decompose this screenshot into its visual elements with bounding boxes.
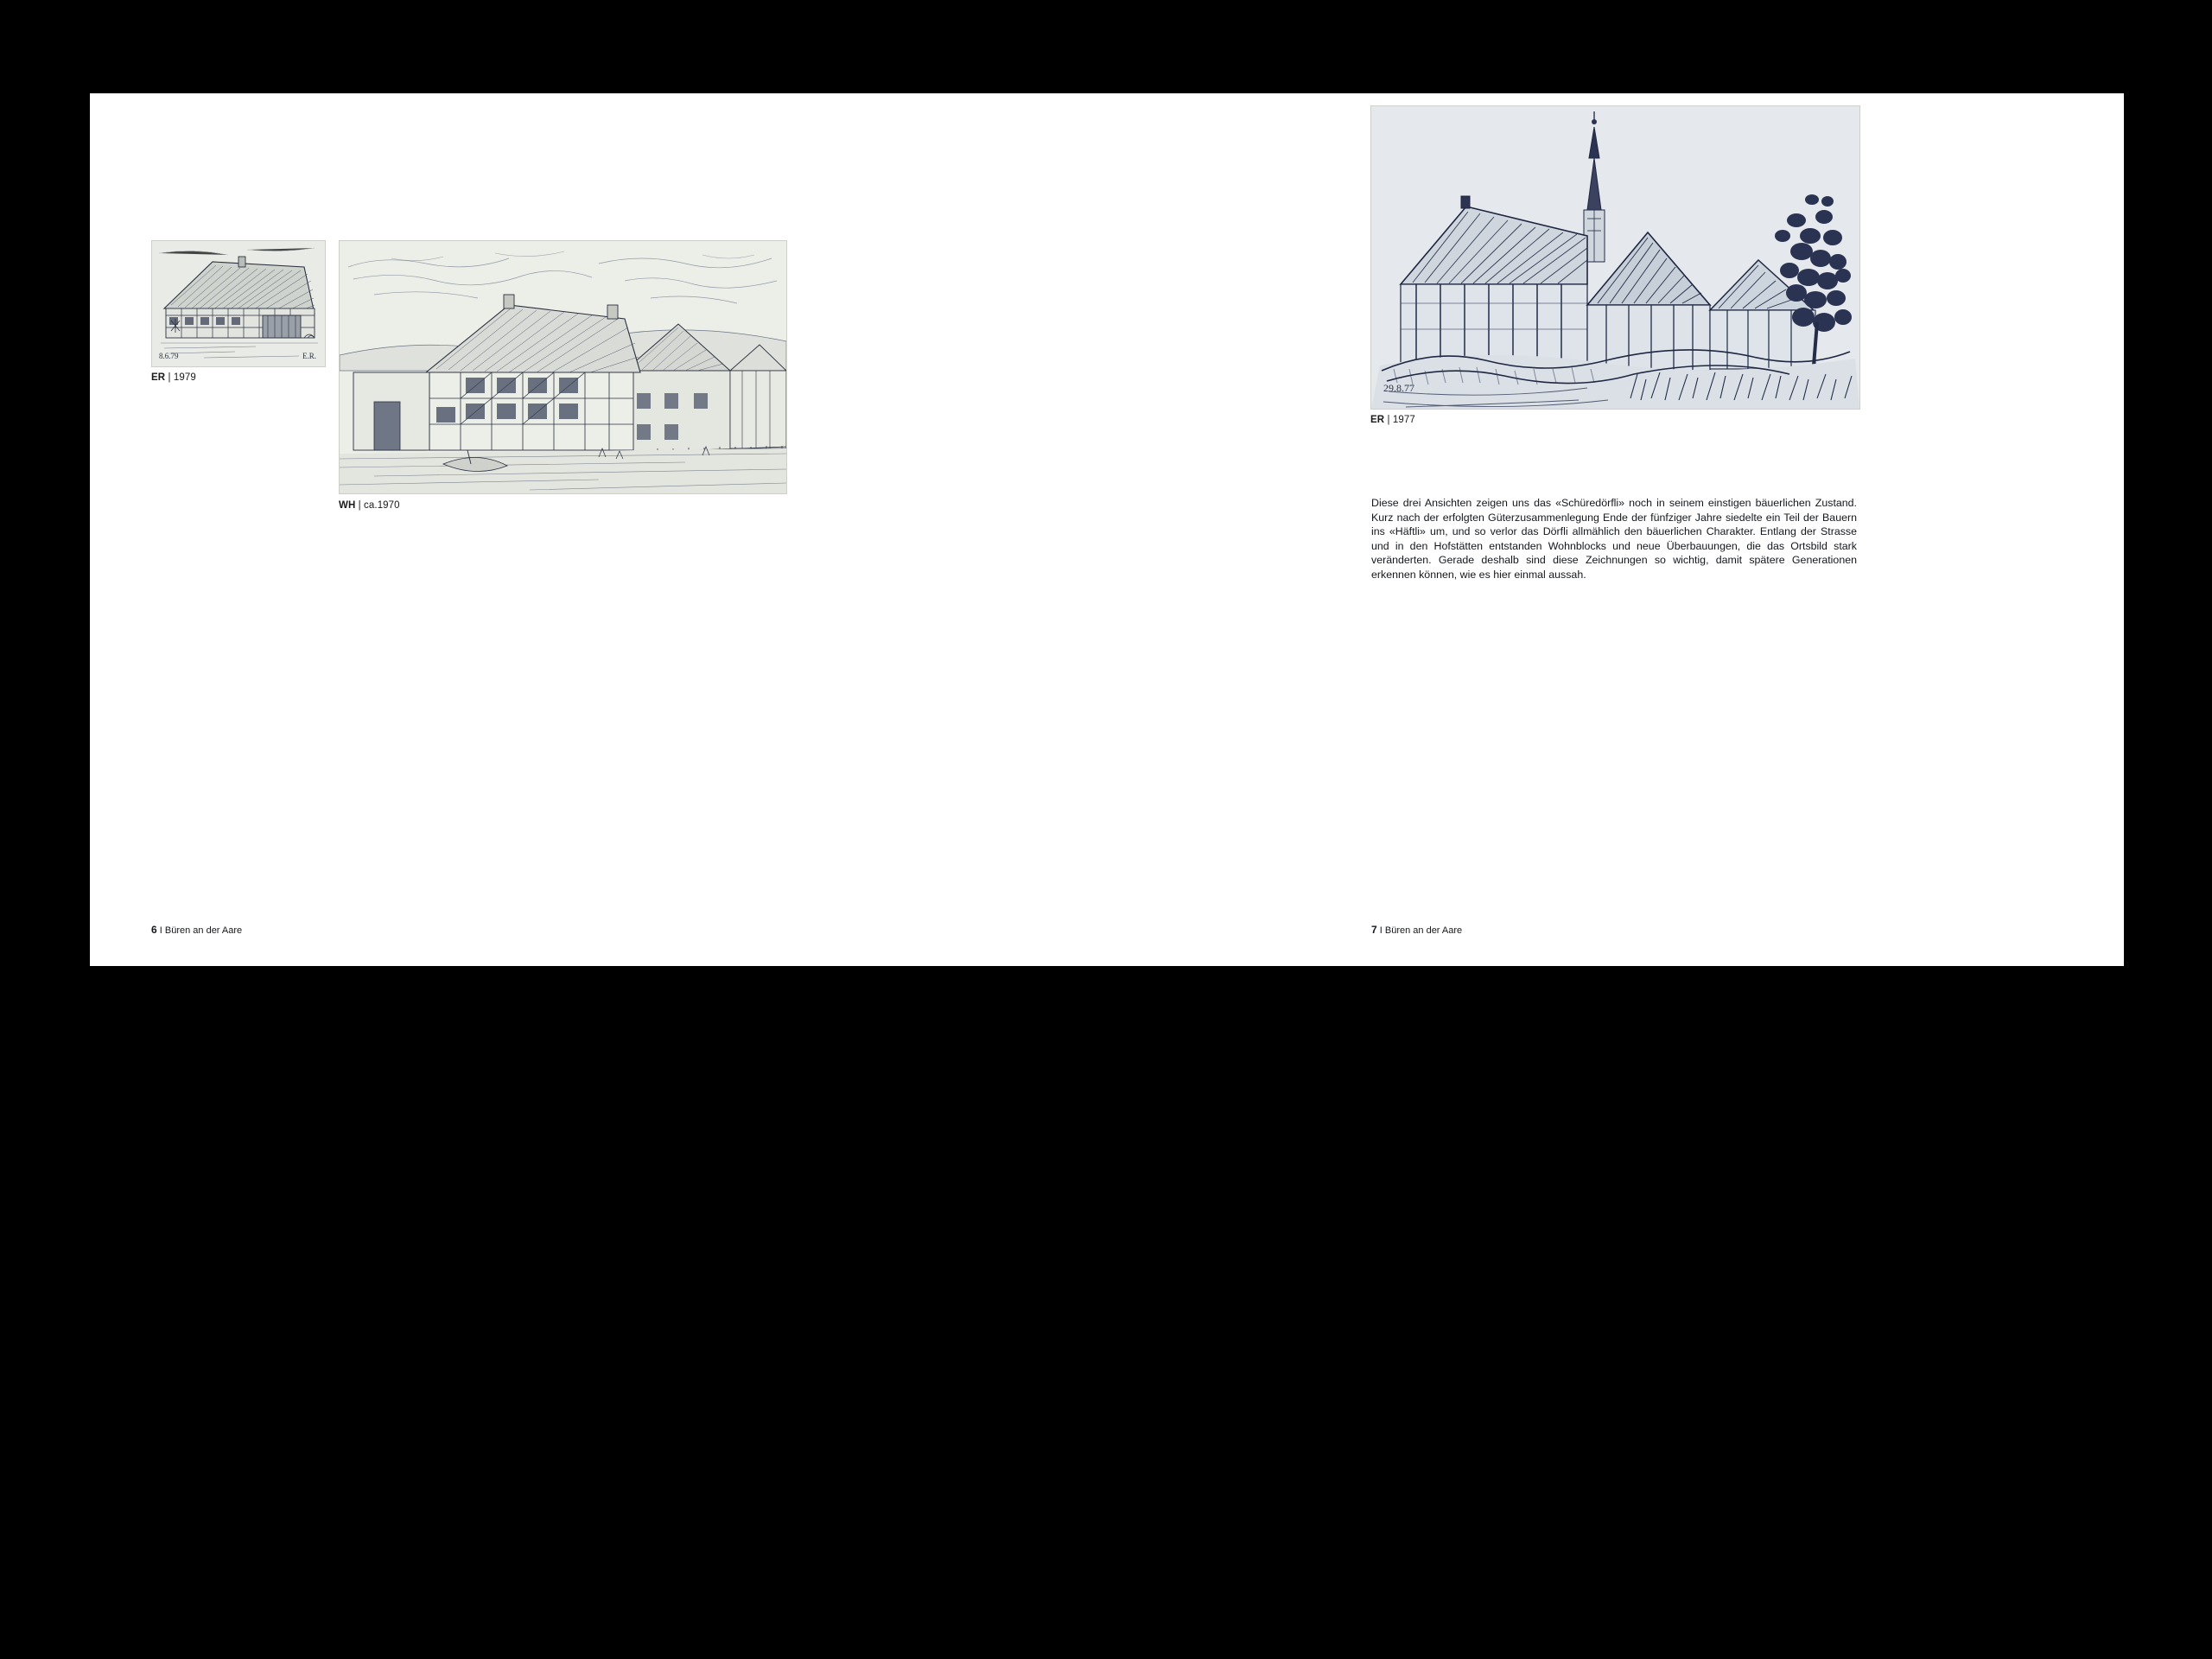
sketch-farmyard-wide: [339, 240, 787, 494]
folio-number: 7: [1371, 924, 1377, 936]
page-left: [90, 93, 1107, 966]
plate-date: 1979: [173, 372, 196, 383]
caption-separator: |: [168, 372, 171, 383]
folio-right: [1371, 924, 1462, 936]
plate-credit: WH: [339, 500, 356, 511]
folio-separator: I: [1379, 925, 1382, 936]
plate-caption-2: [339, 500, 400, 511]
folio-title: Büren an der Aare: [1384, 925, 1463, 936]
ink-initial-mark: E.R.: [302, 352, 316, 360]
folio-left: [151, 924, 242, 936]
caption-separator: |: [1387, 415, 1390, 425]
ink-date-mark: 8.6.79: [159, 352, 179, 360]
body-paragraph: Diese drei Ansichten zeigen uns das «Schüredörfli» noch in seinem einstigen bäuerlichen Zustand. Kurz nach der erfolgten Güterzusammenlegung Ende der fünfziger Jahre siedelte ein Teil der Bauern ins «Häftli» um, und so verlor das Dörfli allmählich den bäuerlichen Charakter. Entlang der Strasse und in den Hofstätten entstanden Wohnblocks und neue Überbauungen, die das Ortsbild stark veränderten. Gerade deshalb sind diese Zeichnungen so wichtig, damit spätere Generationen erkennen können, wie es hier einmal aussah.: [1371, 497, 1857, 581]
plate-caption-3: [1370, 415, 1415, 425]
page-spread: [90, 93, 2124, 966]
caption-separator: |: [358, 500, 361, 511]
sketch-farmhouse-small: [151, 240, 326, 367]
plate-date: ca.1970: [364, 500, 400, 511]
plate-credit: ER: [1370, 415, 1385, 425]
sketch-village-church: [1370, 105, 1860, 410]
folio-title: Büren an der Aare: [164, 925, 243, 936]
folio-number: 6: [151, 924, 157, 936]
folio-separator: I: [159, 925, 162, 936]
ink-date-mark: 29.8.77: [1383, 382, 1414, 394]
plate-credit: ER: [151, 372, 166, 383]
plate-date: 1977: [1392, 415, 1415, 425]
body-text: [1371, 496, 1857, 582]
plate-caption-1: [151, 372, 196, 383]
page-right: [1107, 93, 2124, 966]
